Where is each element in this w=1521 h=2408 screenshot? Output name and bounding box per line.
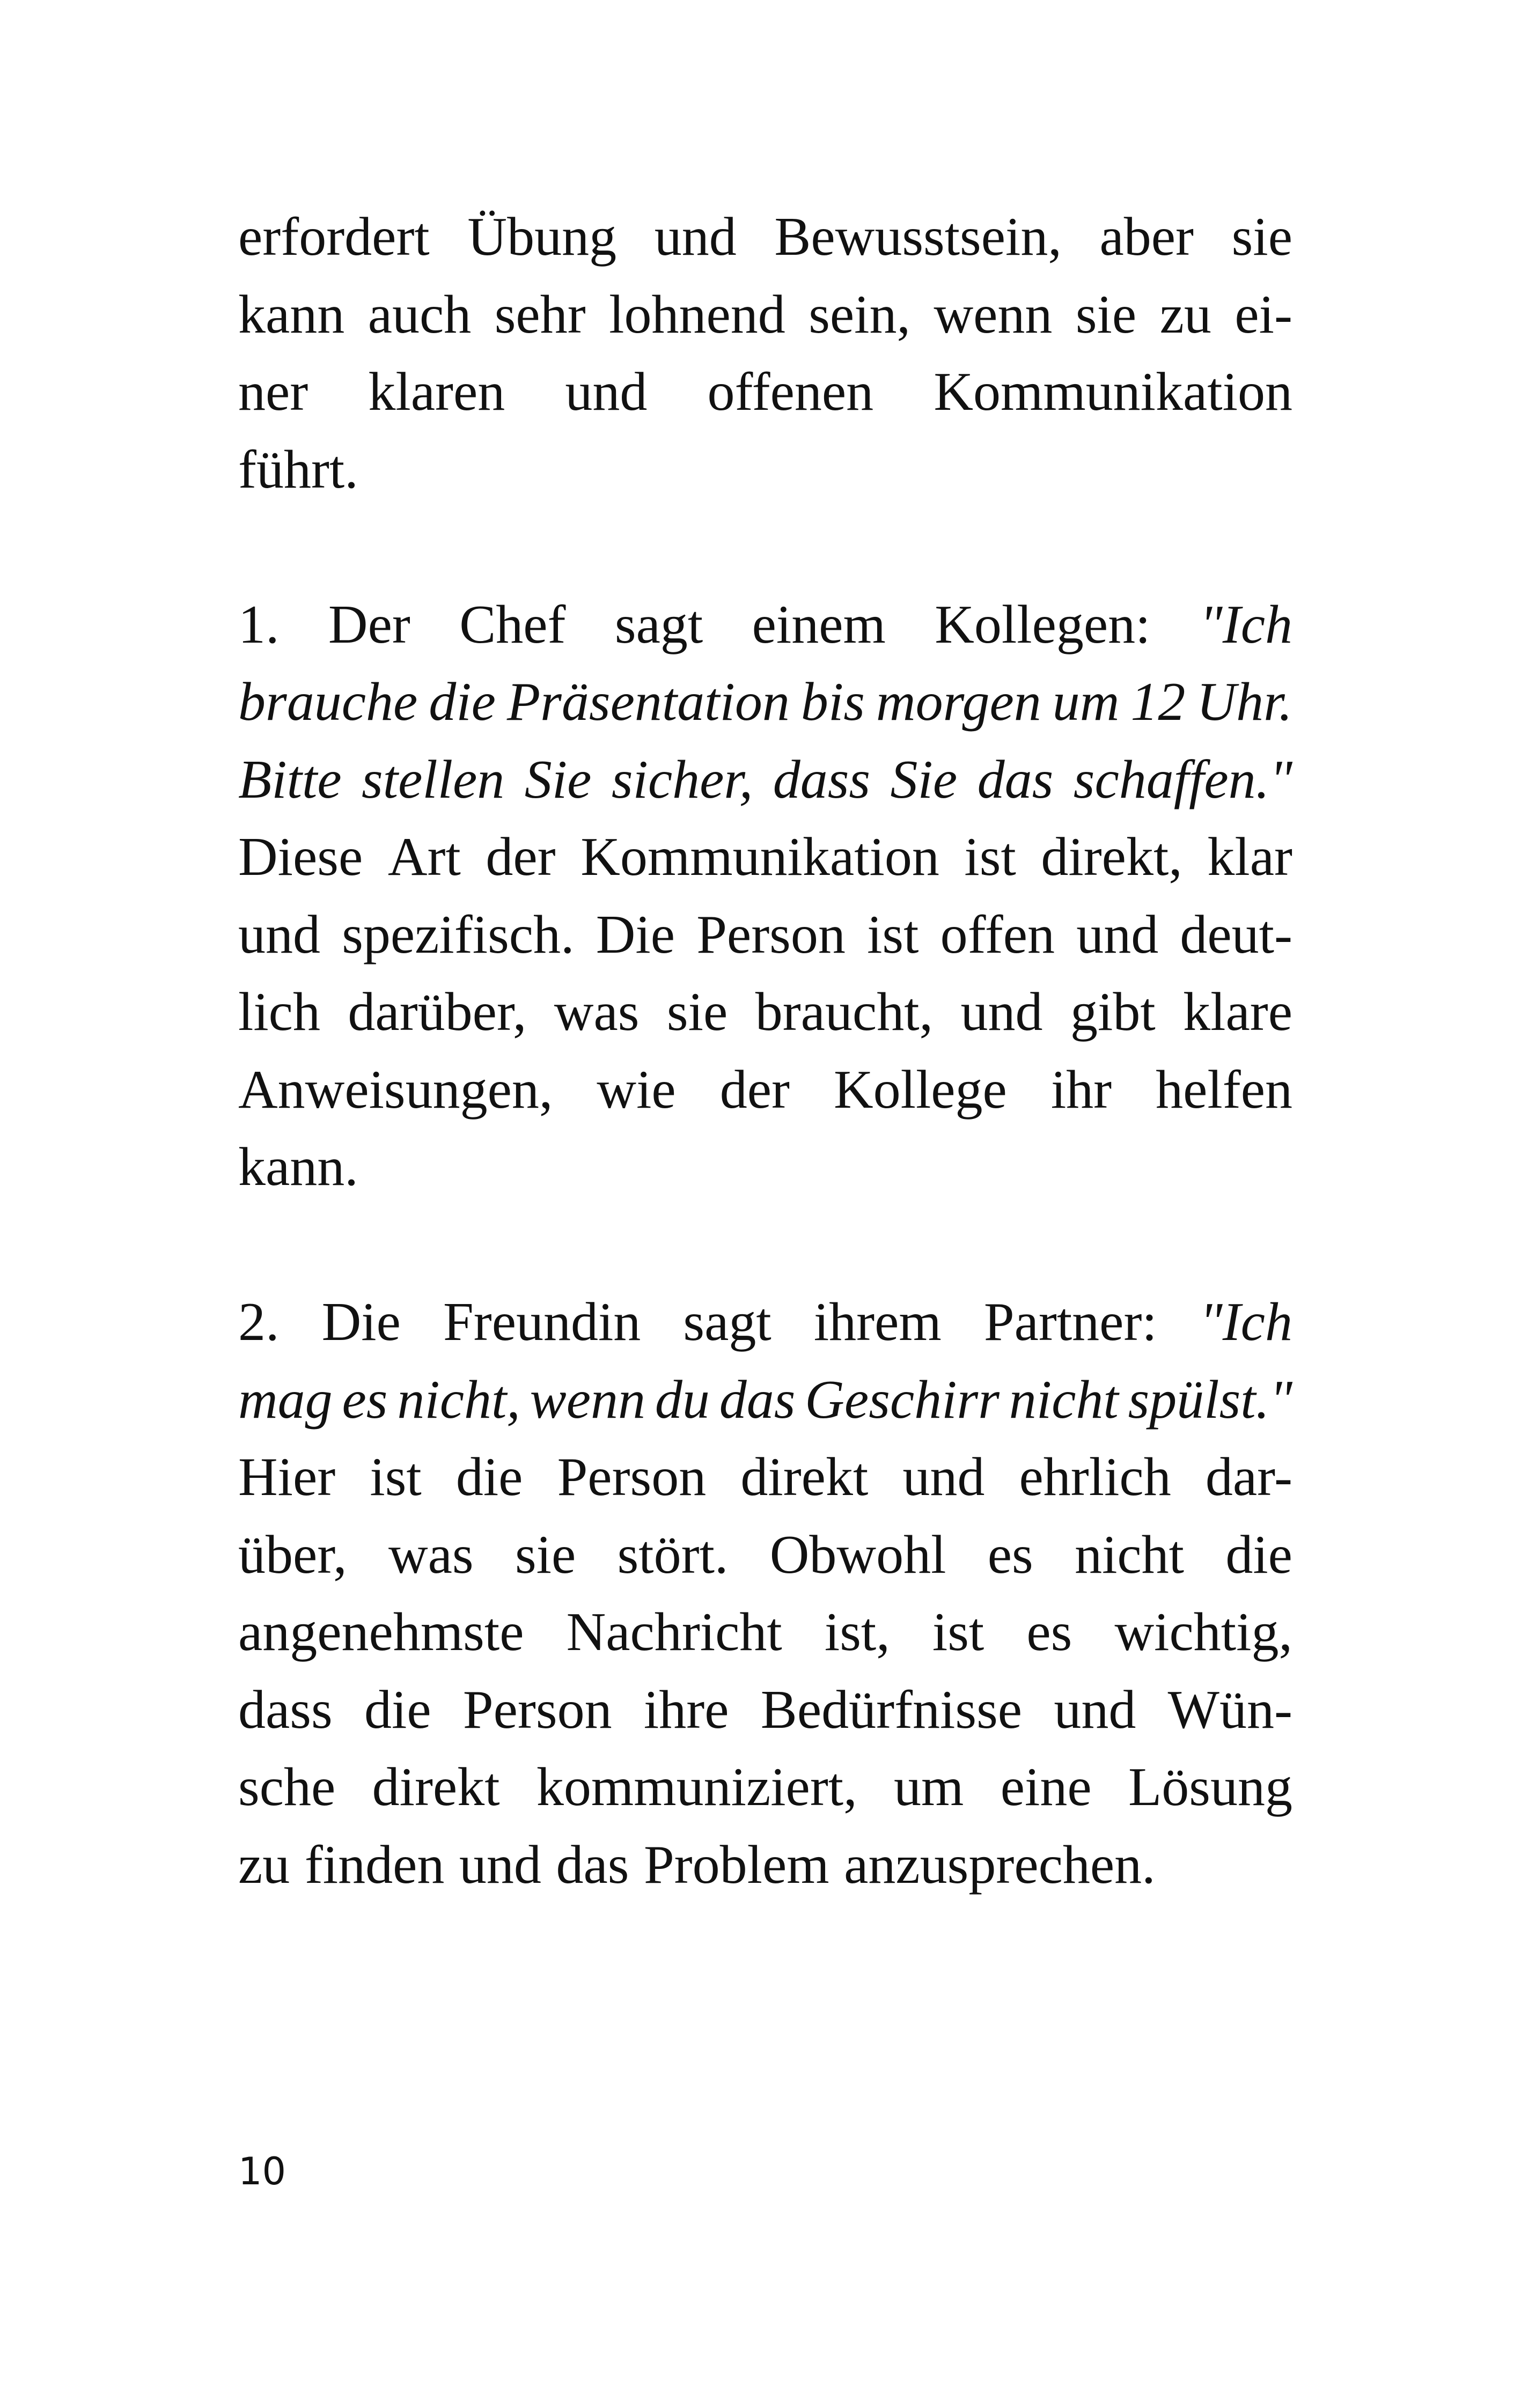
word: lich — [238, 982, 320, 1042]
word: es — [987, 1524, 1033, 1585]
word: ist, — [824, 1602, 890, 1662]
word: dass — [238, 1679, 333, 1740]
word: Obwohl — [769, 1524, 946, 1585]
word: das — [977, 749, 1054, 810]
word: Sie — [524, 749, 592, 810]
word: Übung — [467, 207, 617, 267]
word: 2. — [238, 1292, 280, 1352]
word: Partner: — [983, 1292, 1157, 1352]
word: und — [459, 1834, 541, 1895]
word: finden — [304, 1834, 445, 1895]
word: was — [554, 982, 640, 1042]
word: 1. — [238, 594, 280, 655]
word: dar- — [1205, 1447, 1292, 1507]
word: "Ich — [1199, 1292, 1292, 1352]
word: kann — [238, 284, 345, 345]
word: direkt, — [1041, 827, 1182, 887]
word: sein, — [809, 284, 911, 345]
word: und — [902, 1447, 985, 1507]
word: führt. — [238, 439, 358, 500]
word: Person — [462, 1679, 612, 1740]
text-line — [238, 896, 1292, 974]
text-line — [238, 1516, 1292, 1594]
word: Art — [387, 827, 461, 887]
word: ist — [370, 1447, 422, 1507]
word: braucht, — [755, 982, 934, 1042]
word: Person — [557, 1447, 707, 1507]
word: anzusprechen. — [844, 1834, 1156, 1895]
word: angenehmste — [238, 1602, 524, 1662]
word: 12 — [1130, 672, 1186, 732]
word: brauche — [238, 672, 418, 732]
text-line — [238, 431, 1292, 509]
text-line — [238, 974, 1292, 1051]
word: Nachricht — [566, 1602, 782, 1662]
word: es — [1026, 1602, 1072, 1662]
text-line — [238, 354, 1292, 431]
text-line — [238, 1284, 1292, 1361]
word: spezifisch. — [342, 904, 575, 965]
word: darüber, — [348, 982, 527, 1042]
word: kommuniziert, — [536, 1757, 857, 1817]
word: Bewusstsein, — [774, 207, 1062, 267]
word: gibt — [1070, 982, 1156, 1042]
word: direkt — [372, 1757, 500, 1817]
word: ihre — [643, 1679, 729, 1740]
word: offenen — [707, 362, 874, 422]
word: Diese — [238, 827, 363, 887]
paragraph-gap — [238, 1206, 1292, 1284]
word: Kommunikation — [934, 362, 1292, 422]
word: das — [719, 1369, 796, 1430]
word: helfen — [1156, 1059, 1292, 1120]
word: sie — [515, 1524, 576, 1585]
word: wie — [597, 1059, 676, 1120]
word: und — [1076, 904, 1159, 965]
word: die — [455, 1447, 523, 1507]
word: mag — [238, 1369, 333, 1430]
word: Präsentation — [506, 672, 790, 732]
page-number: 10 — [238, 2149, 286, 2193]
word: offen — [940, 904, 1055, 965]
page-body — [238, 198, 1292, 1904]
word: sche — [238, 1757, 336, 1817]
word: schaffen." — [1073, 749, 1292, 810]
word: lohnend — [609, 284, 785, 345]
word: nicht — [1009, 1369, 1119, 1430]
word: Die — [321, 1292, 401, 1352]
word: die — [429, 672, 496, 732]
word: wenn — [934, 284, 1053, 345]
word: deut- — [1180, 904, 1292, 965]
text-line — [238, 1827, 1292, 1904]
word: "Ich — [1199, 594, 1292, 655]
word: stört. — [617, 1524, 729, 1585]
word: Sie — [890, 749, 958, 810]
word: kann. — [238, 1137, 358, 1197]
word: dass — [773, 749, 871, 810]
word: auch — [368, 284, 472, 345]
word: die — [364, 1679, 431, 1740]
text-line — [238, 741, 1292, 819]
word: ner — [238, 362, 308, 422]
word: Lösung — [1128, 1757, 1292, 1817]
word: Die — [596, 904, 675, 965]
word: die — [1225, 1524, 1292, 1585]
text-line — [238, 819, 1292, 896]
word: morgen — [876, 672, 1041, 732]
word: ist — [964, 827, 1016, 887]
word: einem — [752, 594, 886, 655]
word: Geschirr — [805, 1369, 1000, 1430]
text-line — [238, 1129, 1292, 1206]
word: Bitte — [238, 749, 342, 810]
word: eine — [1000, 1757, 1092, 1817]
text-line — [238, 198, 1292, 276]
word: sagt — [614, 594, 703, 655]
text-line — [238, 1671, 1292, 1749]
word: klaren — [368, 362, 505, 422]
word: und — [1054, 1679, 1136, 1740]
word: der — [719, 1059, 790, 1120]
word: Bedürfnisse — [760, 1679, 1023, 1740]
word: aber — [1099, 207, 1194, 267]
text-line — [238, 276, 1292, 354]
word: über, — [238, 1524, 347, 1585]
word: ist — [867, 904, 919, 965]
word: klar — [1207, 827, 1292, 887]
word: Anweisungen, — [238, 1059, 553, 1120]
word: ei- — [1235, 284, 1292, 345]
text-line — [238, 1594, 1292, 1671]
word: sie — [666, 982, 728, 1042]
word: Der — [328, 594, 410, 655]
word: es — [342, 1369, 388, 1430]
word: nicht, — [397, 1369, 520, 1430]
word: Kollegen: — [935, 594, 1151, 655]
word: erfordert — [238, 207, 430, 267]
word: Uhr. — [1196, 672, 1292, 732]
word: was — [388, 1524, 474, 1585]
word: sie — [1231, 207, 1292, 267]
word: der — [486, 827, 556, 887]
word: du — [655, 1369, 710, 1430]
word: zu — [238, 1834, 290, 1895]
word: und — [238, 904, 320, 965]
word: um — [894, 1757, 964, 1817]
word: ihrem — [813, 1292, 942, 1352]
word: Kommunikation — [581, 827, 939, 887]
word: sehr — [494, 284, 586, 345]
text-line — [238, 586, 1292, 664]
word: Hier — [238, 1447, 336, 1507]
text-line — [238, 1051, 1292, 1129]
word: sie — [1075, 284, 1137, 345]
paragraph-gap — [238, 509, 1292, 586]
word: klare — [1183, 982, 1292, 1042]
word: zu — [1159, 284, 1211, 345]
text-line — [238, 664, 1292, 741]
word: sagt — [683, 1292, 771, 1352]
word: wichtig, — [1114, 1602, 1292, 1662]
word: stellen — [362, 749, 505, 810]
word: wenn — [530, 1369, 645, 1430]
word: um — [1052, 672, 1120, 732]
word: ist — [932, 1602, 984, 1662]
word: und — [960, 982, 1043, 1042]
word: direkt — [740, 1447, 869, 1507]
word: sicher, — [611, 749, 753, 810]
text-line — [238, 1361, 1292, 1439]
word: Problem — [643, 1834, 829, 1895]
word: Person — [696, 904, 846, 965]
word: ihr — [1050, 1059, 1112, 1120]
word: ehrlich — [1019, 1447, 1171, 1507]
word: und — [654, 207, 737, 267]
text-line — [238, 1439, 1292, 1516]
word: und — [565, 362, 648, 422]
word: nicht — [1075, 1524, 1185, 1585]
word: Wün- — [1167, 1679, 1292, 1740]
word: Chef — [459, 594, 566, 655]
text-line — [238, 1749, 1292, 1827]
word: Freundin — [443, 1292, 641, 1352]
word: spülst." — [1128, 1369, 1292, 1430]
word: bis — [800, 672, 865, 732]
word: das — [556, 1834, 629, 1895]
word: Kollege — [833, 1059, 1007, 1120]
